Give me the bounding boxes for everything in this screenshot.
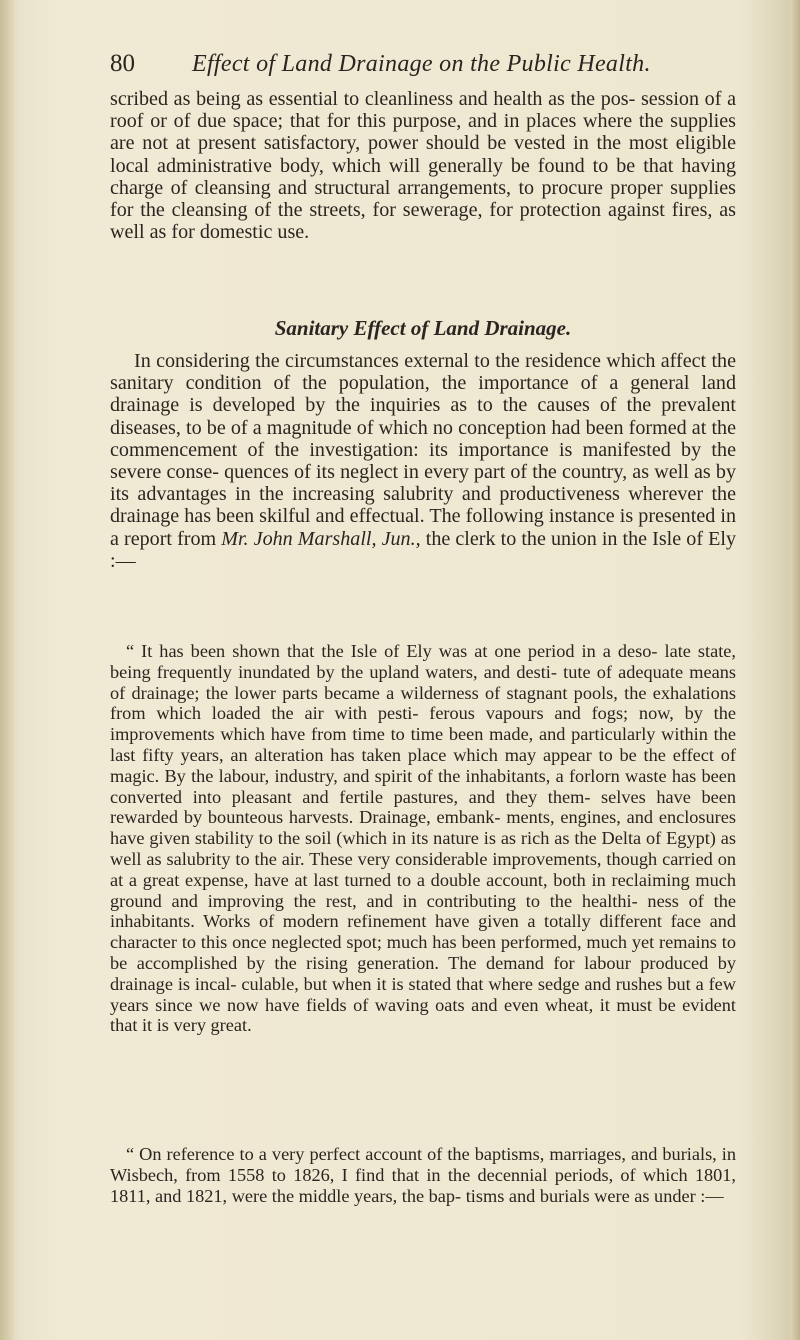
paragraph-text: In considering the circumstances external to the residence which affect the sanitary condition of the population, the importance of a general land drainage is developed by the inquiries as to the causes of the prevalent diseases, to be of a magnitude of which no conception had been formed at the commencement of the investigation: its importance is manifested by the severe conse- quences of its neglect in every part of the country, as well as by its advantages in the increasing salubrity and productiveness wherever the drainage has been skilful and effectual. The following instance is presented in a report from — [110, 350, 736, 550]
paragraph-land-drainage — [110, 350, 736, 572]
quoted-report-wisbech: “ On reference to a very perfect account of the baptisms, marriages, and burials, in Wisbech, from 1558 to 1826, I find that in the decennial periods, of which 1801, 1811, and 1821, were the middle years, the bap- tisms and burials were as under :— — [110, 1144, 736, 1206]
running-title: Effect of Land Drainage on the Public Health. — [192, 51, 651, 77]
section-heading: Sanitary Effect of Land Drainage. — [274, 316, 572, 340]
quoted-report-isle-of-ely: “ It has been shown that the Isle of Ely was at one period in a deso- late state, being frequently inundated by the upland waters, and desti- tute of adequate means of drainage; the lower parts became a wilderness of stagnant pools, the exhalations from which loaded the air with pesti- ferous vapours and fogs; now, by the improvements which have from time to time been made, and particularly within the last fifty years, an alteration has taken place which may appear to be the effect of magic. By the labour, industry, and spirit of the inhabitants, a forlorn waste has been converted into pleasant and fertile pastures, and they them- selves have been rewarded by bounteous harvests. Drainage, embank- ments, engines, and enclosures have given stability to the soil (which in its nature is as rich as the Delta of Egypt) as well as salubrity to the air. These very considerable improvements, though carried on at a great expense, have at last turned to a double account, both in reclaiming much ground and improving the rest, and in contributing to the healthi- ness of the inhabitants. Works of modern refinement have given a totally different face and character to this once neglected spot; much has been performed, much yet remains to be accomplished by the rising generation. The demand for labour produced by drainage is incal- culable, but when it is stated that where sedge and rushes but a few years since we now have fields of waving oats and even wheat, it must be evident that it is very great. — [110, 641, 736, 1036]
page-header — [110, 44, 730, 84]
page-edge-right — [790, 0, 800, 1340]
page-number: 80 — [110, 50, 135, 77]
page-gutter-left — [0, 0, 14, 1340]
author-name: Mr. John Marshall, Jun., — [221, 527, 421, 550]
paragraph-continuation: scribed as being as essential to cleanliness and health as the pos- session of a roof or of due space; that for this purpose, and in places where the supplies are not at present satisfactory, power should be vested in the most eligible local administrative body, which will generally be found to be that having charge of cleansing and structural arrangements, to procure proper supplies for the cleansing of the streets, for sewerage, for protection against fires, as well as for domestic use. — [110, 88, 736, 244]
paragraph-tail: the clerk to the union in the Isle of Ely :— — [110, 527, 736, 572]
